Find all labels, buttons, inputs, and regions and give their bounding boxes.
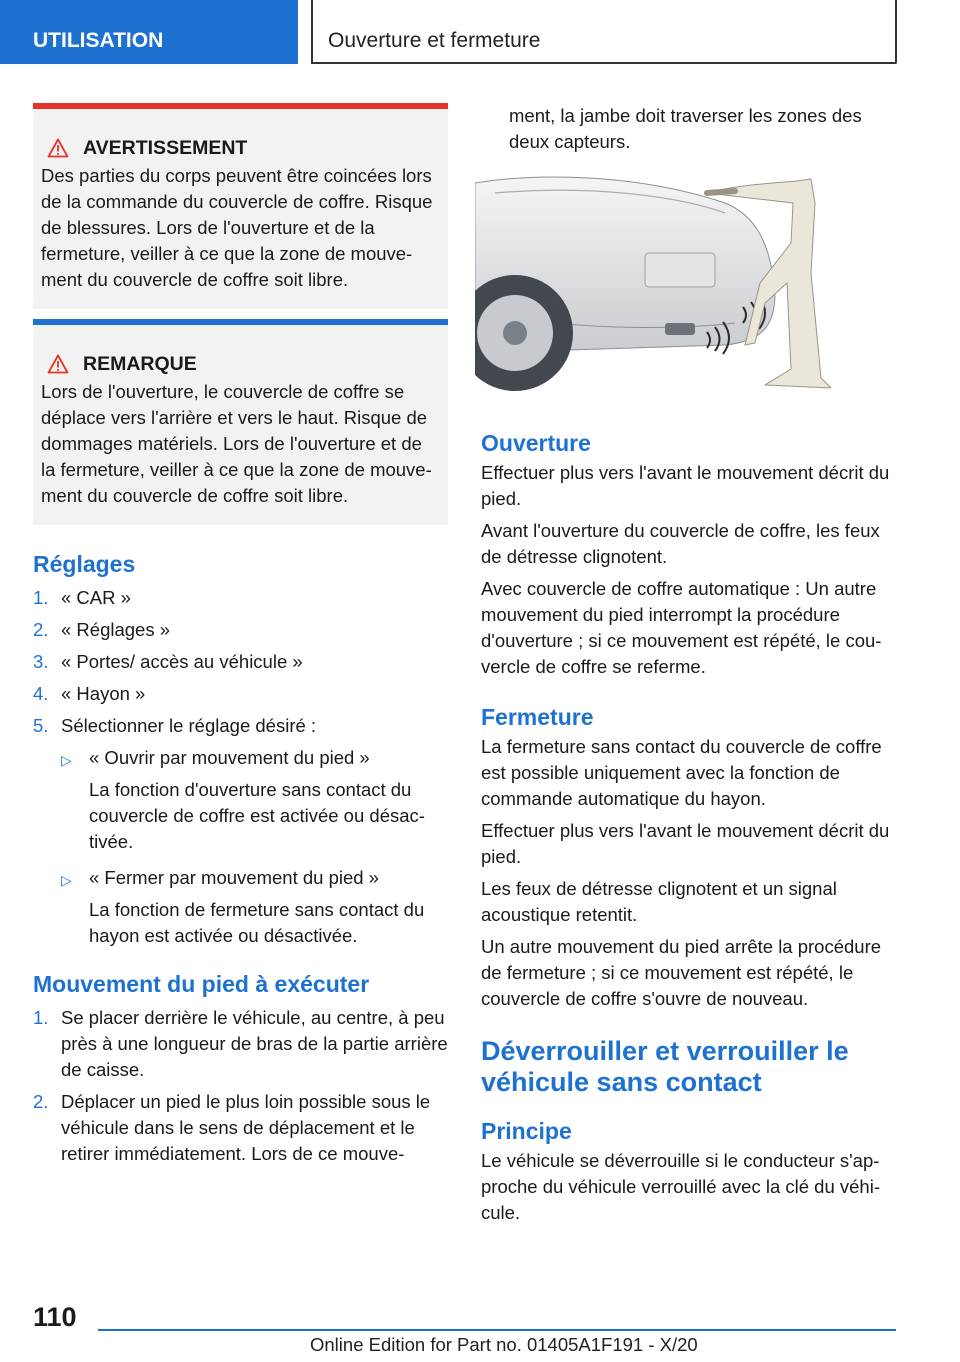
- step-number: 2.: [33, 1091, 49, 1112]
- note-box: [33, 319, 448, 525]
- edition-text: Online Edition for Part no. 01405A1F191 - X/20: [310, 1334, 698, 1355]
- step-number: 1.: [33, 1007, 49, 1028]
- reglages-steps: [33, 585, 448, 959]
- left-column: [33, 103, 448, 1173]
- step-text: Déplacer un pied le plus loin possible sous le véhicule dans le sens de déplacement et le retirer immédiatement. Lors de ce mouve‐: [61, 1091, 431, 1164]
- principe-text: Le véhicule se déverrouille si le conducteur s'ap‐proche du véhicule verrouillé avec la clé du véhi‐cule.: [481, 1150, 880, 1223]
- step-number: 3.: [33, 651, 49, 672]
- list-item: [33, 681, 448, 707]
- warning-title-row: [41, 135, 438, 161]
- option-label: « Ouvrir par mouvement du pied »: [89, 747, 370, 768]
- page-title-tab: [311, 0, 897, 64]
- footer-divider: [98, 1329, 896, 1331]
- section-tab: [0, 0, 298, 64]
- warning-box: [33, 103, 448, 309]
- note-title: REMARQUE: [83, 353, 197, 375]
- options-list: [61, 745, 448, 949]
- list-item: [33, 1005, 448, 1083]
- list-item: [33, 585, 448, 611]
- section-label: UTILISATION: [33, 29, 164, 52]
- step-text: « CAR »: [61, 587, 131, 608]
- step-text: Se placer derrière le véhicule, au centre, à peu près à une longueur de bras de la partie arrière de caisse.: [61, 1007, 448, 1080]
- step-text: Sélectionner le réglage désiré :: [61, 715, 317, 736]
- step-text: « Hayon »: [61, 683, 146, 704]
- note-text: Lors de l'ouverture, le couvercle de coffre se déplace vers l'arrière et vers le haut. Risque de dommages matériels. Lors de l'ouverture et de la fermeture, veiller à ce que la zone de mouve‐ment du couvercle de coffre soit libre.: [41, 381, 432, 506]
- notice-triangle-icon: [47, 354, 69, 374]
- reglages-heading: Réglages: [33, 551, 136, 577]
- triangle-bullet-icon: ▷: [61, 872, 72, 888]
- principe-heading: Principe: [481, 1118, 572, 1144]
- list-item: [33, 713, 448, 959]
- page-title: Ouverture et fermeture: [328, 29, 541, 52]
- warning-title: AVERTISSEMENT: [83, 137, 248, 159]
- page-number: 110: [33, 1302, 77, 1332]
- step-text: « Réglages »: [61, 619, 171, 640]
- option-item: [61, 865, 448, 949]
- list-item: [33, 649, 448, 675]
- warning-text: Des parties du corps peuvent être coincées lors de la commande du couvercle de coffre. Risque de blessures. Lors de l'ouverture et de la fermeture, veiller à ce que la zone de mouve‐ment du couvercle de coffre soit libre.: [41, 165, 433, 290]
- option-description: La fonction de fermeture sans contact du hayon est activée ou désactivée.: [89, 899, 425, 946]
- ouverture-heading: Ouverture: [481, 430, 591, 456]
- step-number: 1.: [33, 587, 49, 608]
- step-number: 5.: [33, 715, 49, 736]
- fermeture-paragraph: La fermeture sans contact du couvercle de coffre est possible uniquement avec la fonction de commande automatique du hayon.: [481, 736, 882, 809]
- step-number: 4.: [33, 683, 49, 704]
- fermeture-paragraph: Effectuer plus vers l'avant le mouvement décrit du pied.: [481, 820, 890, 867]
- right-column: [481, 103, 899, 1226]
- step-text: « Portes/ accès au véhicule »: [61, 651, 303, 672]
- ouverture-paragraph: Avant l'ouverture du couvercle de coffre, les feux de détresse clignotent.: [481, 520, 880, 567]
- mouvement-steps: [33, 1005, 448, 1167]
- foot-sensor-illustration: [475, 173, 831, 393]
- option-description: La fonction d'ouverture sans contact du couvercle de coffre est activée ou désac‐tivée.: [89, 779, 425, 852]
- triangle-bullet-icon: ▷: [61, 752, 72, 768]
- fermeture-heading: Fermeture: [481, 704, 594, 730]
- mouvement-heading: Mouvement du pied à exécuter: [33, 971, 370, 997]
- option-item: [61, 745, 448, 855]
- deverrouiller-heading: Déverrouiller et verrouiller le véhicule sans contact: [481, 1036, 849, 1097]
- ouverture-paragraph: Avec couvercle de coffre automatique : Un autre mouvement du pied interrompt la procédure d'ouverture ; si ce mouvement est répété, le cou‐vercle de coffre se referme.: [481, 578, 882, 677]
- option-label: « Fermer par mouvement du pied »: [89, 867, 379, 888]
- list-item: [33, 1089, 448, 1167]
- step-number: 2.: [33, 619, 49, 640]
- fermeture-paragraph: Un autre mouvement du pied arrête la procédure de fermeture ; si ce mouvement est répété, le couvercle de coffre s'ouvre de nouveau.: [481, 936, 882, 1009]
- warning-triangle-icon: [47, 138, 69, 158]
- ouverture-paragraph: Effectuer plus vers l'avant le mouvement décrit du pied.: [481, 462, 890, 509]
- list-item: [33, 617, 448, 643]
- fermeture-paragraph: Les feux de détresse clignotent et un signal acoustique retentit.: [481, 878, 837, 925]
- continuation-text: ment, la jambe doit traverser les zones des deux capteurs.: [509, 105, 862, 152]
- note-title-row: [41, 351, 438, 377]
